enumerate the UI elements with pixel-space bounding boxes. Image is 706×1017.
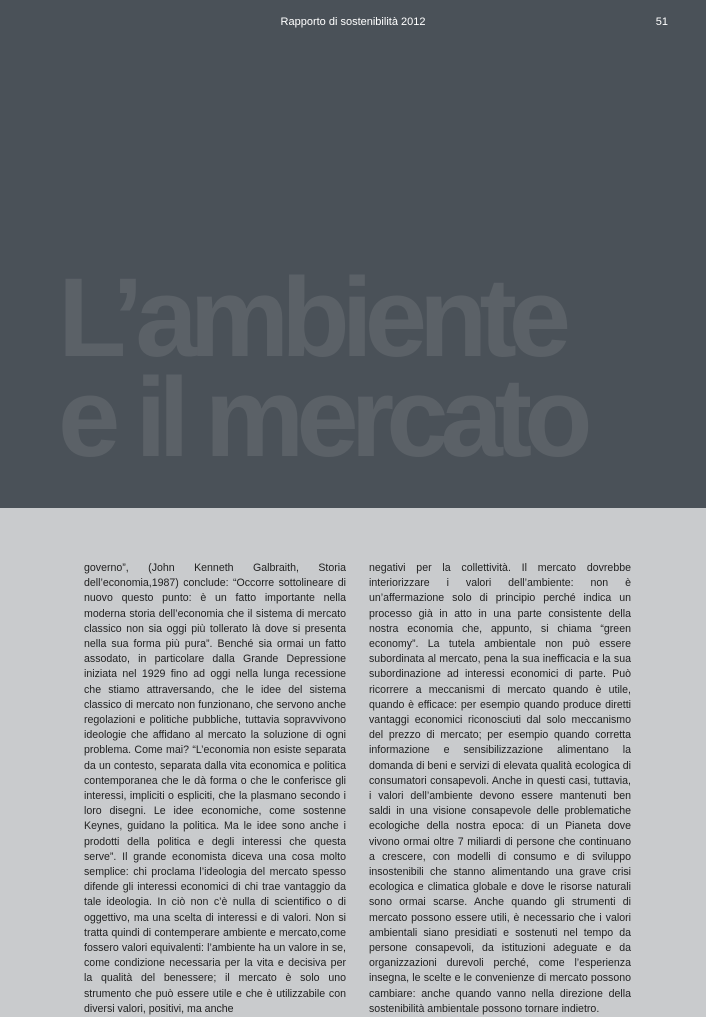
body-column-right: negativi per la collettività. Il mercato dovrebbe interiorizzare i valori dell’ambiente: non è un’affermazione solo di principio perché indica un processo già in atto in una parte consistente della nostra economia che, appunto, si chiama “green economy”. La tutela ambientale non può essere subordinata al mercato, pena la sua inefficacia e la sua subordinazione ad interessi economici di parte. Può ricorrere a meccanismi di mercato quando è utile, quando è efficace: per esempio quando produce diretti vantaggi economici riconosciuti dal solo meccanismo del prezzo di mercato; per esempio quando corretta informazione e sensibilizzazione alimentano la domanda di beni e servizi di elevata qualità ecologica di consumatori consapevoli. Anche in questi casi, tuttavia, i valori dell’ambiente devono essere mantenuti ben saldi in una visione consapevole delle problematiche ecologiche della nostra epoca: di un Pianeta dove vivono ormai oltre 7 miliardi di persone che continuano a crescere, con modelli di consumo e di sviluppo insostenibili che stanno alimentando una grave crisi ecologica e climatica globale e dove le risorse naturali sono ormai scarse. Anche quando gli strumenti di mercato possono essere utili, è necessario che i valori ambientali siano presidiati e sostenuti nel tempo da persone consapevoli, da istituzioni adeguate e da organizzazioni durevoli perché, come l’esperienza insegna, le scelte e le convenienze di mercato possono cambiare: anche quando vanno nella direzione della sostenibilità ambientale possono tornare indietro. xyxy=(369,562,631,1015)
body-column-left: governo”, (John Kenneth Galbraith, Storia dell’economia,1987) conclude: “Occorre sottolineare di nuovo questo punto: è un fatto importante nella moderna storia dell’economia che il sistema di mercato classico non sia oggi più tollerato là dove si presenta nella sua forma più pura”. Benché sia ormai un fatto assodato, in particolare dalla Grande Depressione iniziata nel 1929 fino ad oggi nella lunga recessione che stiamo attraversando, che le idee del sistema classico di mercato non funzionano, che servono anche regolazioni e politiche pubbliche, tuttavia sopravvivono ideologie che affidano al mercato la soluzione di ogni problema. Come mai? “L’economia non esiste separata da un contesto, separata dalla vita economica e politica contemporanea che le dà forma o che le conferisce gli interessi, impliciti o espliciti, che la plasmano secondo i loro disegni. Le idee economiche, come sostenne Keynes, guidano la politica. Ma le idee sono anche i prodotti della politica e degli interessi che questa serve”. Il grande economista diceva una cosa molto semplice: chi proclama l’ideologia del mercato spesso difende gli interessi economici di chi trae vantaggio da tale ideologia. In ciò non c’è nulla di scientifico o di oggettivo, ma una scelta di interessi e di valori. Non si tratta quindi di contemperare ambiente e mercato,come fossero valori equivalenti: l’ambiente ha un valore in se, come condizione necessaria per la vita e decisiva per la qualità del benessere; il mercato è solo uno strumento che può essere utile e che è utilizzabile con diversi valori, positivi, ma anche xyxy=(84,562,346,1015)
section-title-line-1: L’ambiente xyxy=(58,255,564,380)
section-title xyxy=(58,255,706,480)
report-title: Rapporto di sostenibilità 2012 xyxy=(280,16,426,28)
page-number: 51 xyxy=(655,16,668,28)
hero-banner xyxy=(0,0,706,508)
section-title-line-2: e il mercato xyxy=(58,355,585,480)
